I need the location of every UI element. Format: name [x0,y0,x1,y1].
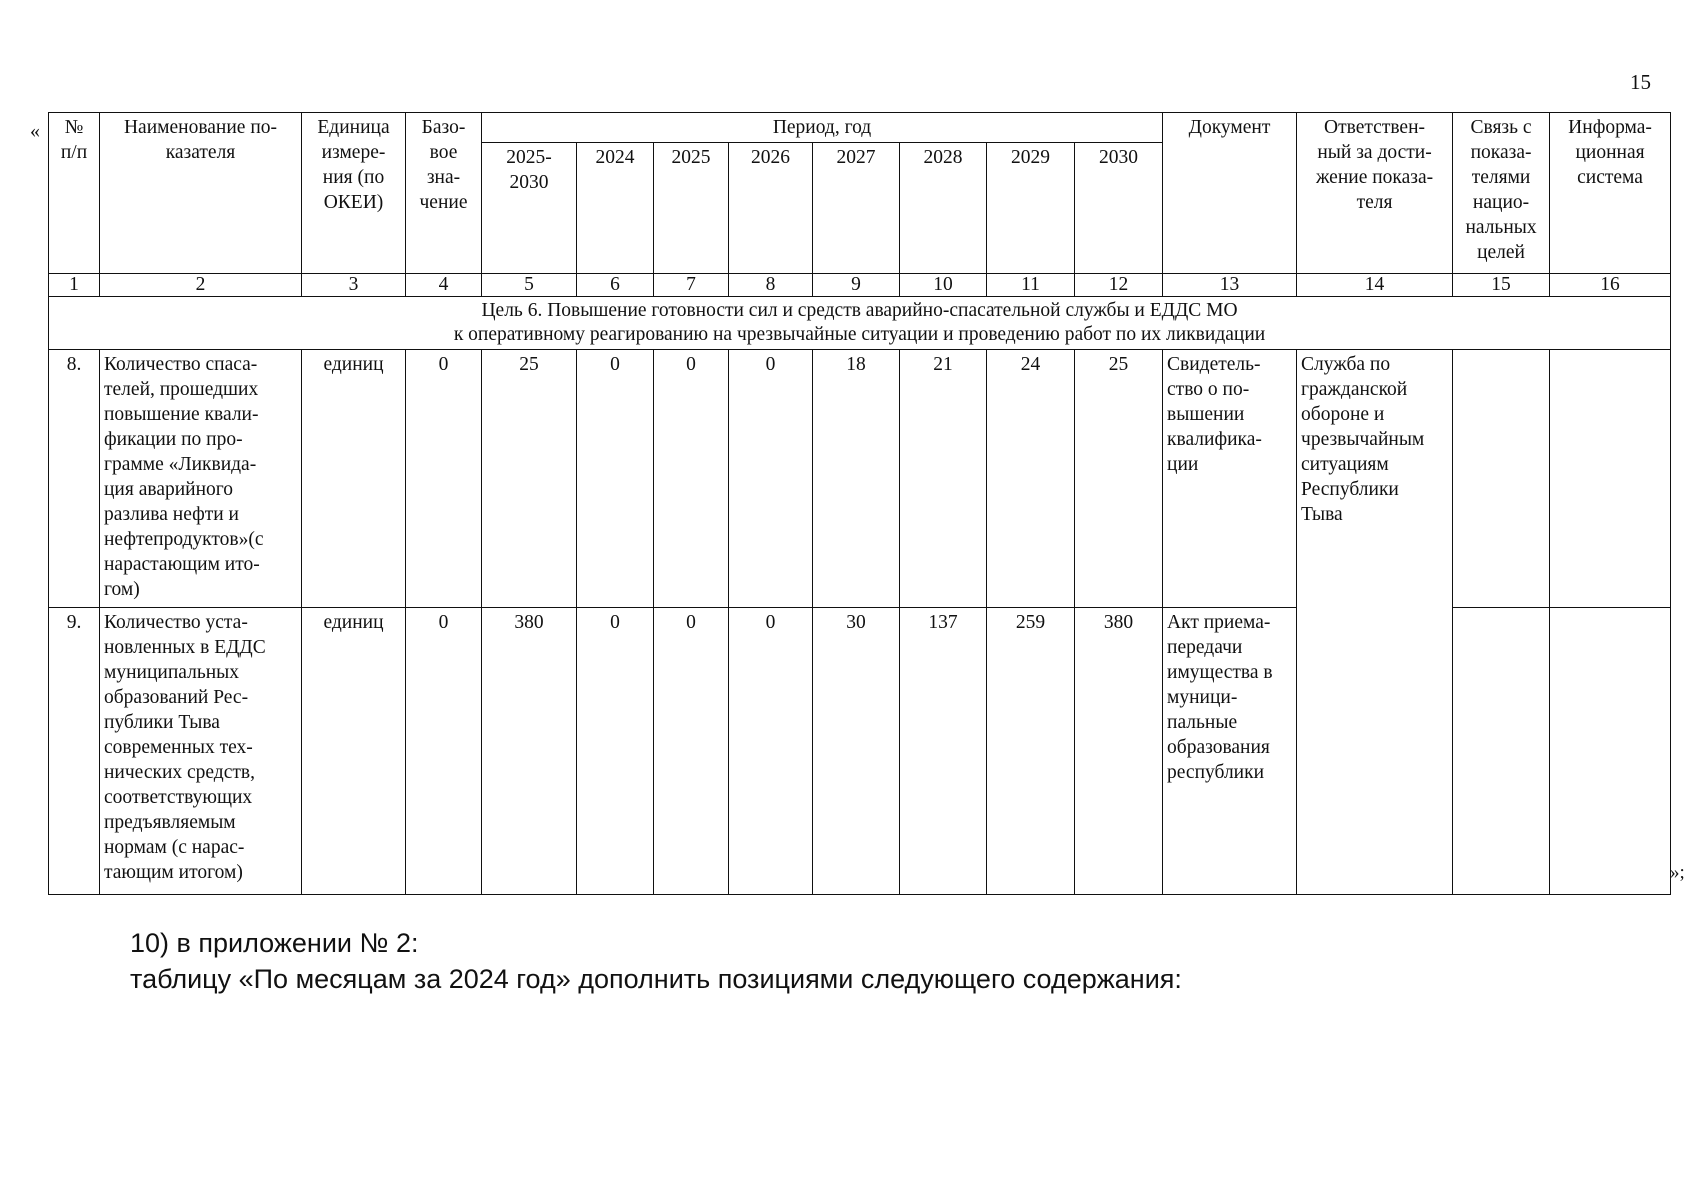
value-cell: 24 [987,350,1075,608]
column-number: 5 [482,274,577,297]
value-cell: 0 [577,350,654,608]
info-system-cell [1550,350,1671,608]
header-year: 2027 [813,143,900,274]
value-cell: 380 [482,608,577,895]
paragraph-appendix: 10) в приложении № 2: [130,928,419,958]
indicator-unit: единиц [302,608,406,895]
header-year: 2026 [729,143,813,274]
row-num: 8. [49,350,100,608]
indicator-unit: единиц [302,350,406,608]
header-year: 2029 [987,143,1075,274]
header-year: 2028 [900,143,987,274]
header-year: 2024 [577,143,654,274]
national-goals-link-cell [1453,608,1550,895]
header-indicator-name: Наименование по- казателя [100,113,302,274]
header-year: 2025 [654,143,729,274]
document-cell: Акт приема- передачи имущества в муници- пальные образования республики [1163,608,1297,895]
header-info-system: Информа- ционная система [1550,113,1671,274]
value-cell: 18 [813,350,900,608]
column-number: 4 [406,274,482,297]
value-cell: 25 [482,350,577,608]
value-cell: 0 [654,350,729,608]
column-number: 10 [900,274,987,297]
closing-quote: »; [1670,862,1685,883]
page-number: 15 [1630,70,1651,94]
column-number: 12 [1075,274,1163,297]
column-number: 9 [813,274,900,297]
column-number: 14 [1297,274,1453,297]
column-number: 15 [1453,274,1550,297]
header-document: Документ [1163,113,1297,274]
column-number: 11 [987,274,1075,297]
document-cell: Свидетель- ство о по- вышении квалифика- ции [1163,350,1297,608]
header-national-goals-link: Связь с показа- телями нацио- нальных целей [1453,113,1550,274]
value-cell: 0 [577,608,654,895]
header-unit: Единица измере- ния (по ОКЕИ) [302,113,406,274]
column-number: 7 [654,274,729,297]
header-base-value: Базо- вое зна- чение [406,113,482,274]
table-row [49,350,1671,608]
indicators-table [48,112,1671,895]
column-number: 8 [729,274,813,297]
value-cell: 0 [729,608,813,895]
column-number: 1 [49,274,100,297]
value-cell: 137 [900,608,987,895]
national-goals-link-cell [1453,350,1550,608]
column-number: 3 [302,274,406,297]
value-cell: 0 [729,350,813,608]
value-cell: 21 [900,350,987,608]
responsible-cell: Служба по гражданской обороне и чрезвычайным ситуациям Республики Тыва [1297,350,1453,895]
column-number: 13 [1163,274,1297,297]
paragraph-table-instruction: таблицу «По месяцам за 2024 год» дополнить позициями следующего содержания: [130,964,1182,994]
base-value: 0 [406,608,482,895]
table-header-row [49,113,1671,143]
header-year: 2025- 2030 [482,143,577,274]
goal-row [49,297,1671,350]
row-num: 9. [49,608,100,895]
value-cell: 0 [654,608,729,895]
column-number: 6 [577,274,654,297]
opening-quote: « [30,120,40,142]
header-year: 2030 [1075,143,1163,274]
value-cell: 25 [1075,350,1163,608]
column-number: 2 [100,274,302,297]
base-value: 0 [406,350,482,608]
header-responsible: Ответствен- ный за дости- жение показа- теля [1297,113,1453,274]
goal-title: Цель 6. Повышение готовности сил и средств аварийно-спасательной службы и ЕДДС МО к оперативному реагированию на чрезвычайные ситуации и проведению работ по их ликвидации [49,297,1671,350]
column-number-row [49,274,1671,297]
indicator-name: Количество спаса- телей, прошедших повышение квали- фикации по про- грамме «Ликвида- ция аварийного разлива нефти и нефтепродуктов»(с нарастающим ито- гом) [100,350,302,608]
info-system-cell [1550,608,1671,895]
value-cell: 380 [1075,608,1163,895]
value-cell: 259 [987,608,1075,895]
column-number: 16 [1550,274,1671,297]
header-period: Период, год [482,113,1163,143]
header-num: № п/п [49,113,100,274]
indicator-name: Количество уста- новленных в ЕДДС муниципальных образований Рес- публики Тыва современных тех- нических средств, соответствующих предъявляемым нормам (с нарас- тающим итогом) [100,608,302,895]
value-cell: 30 [813,608,900,895]
